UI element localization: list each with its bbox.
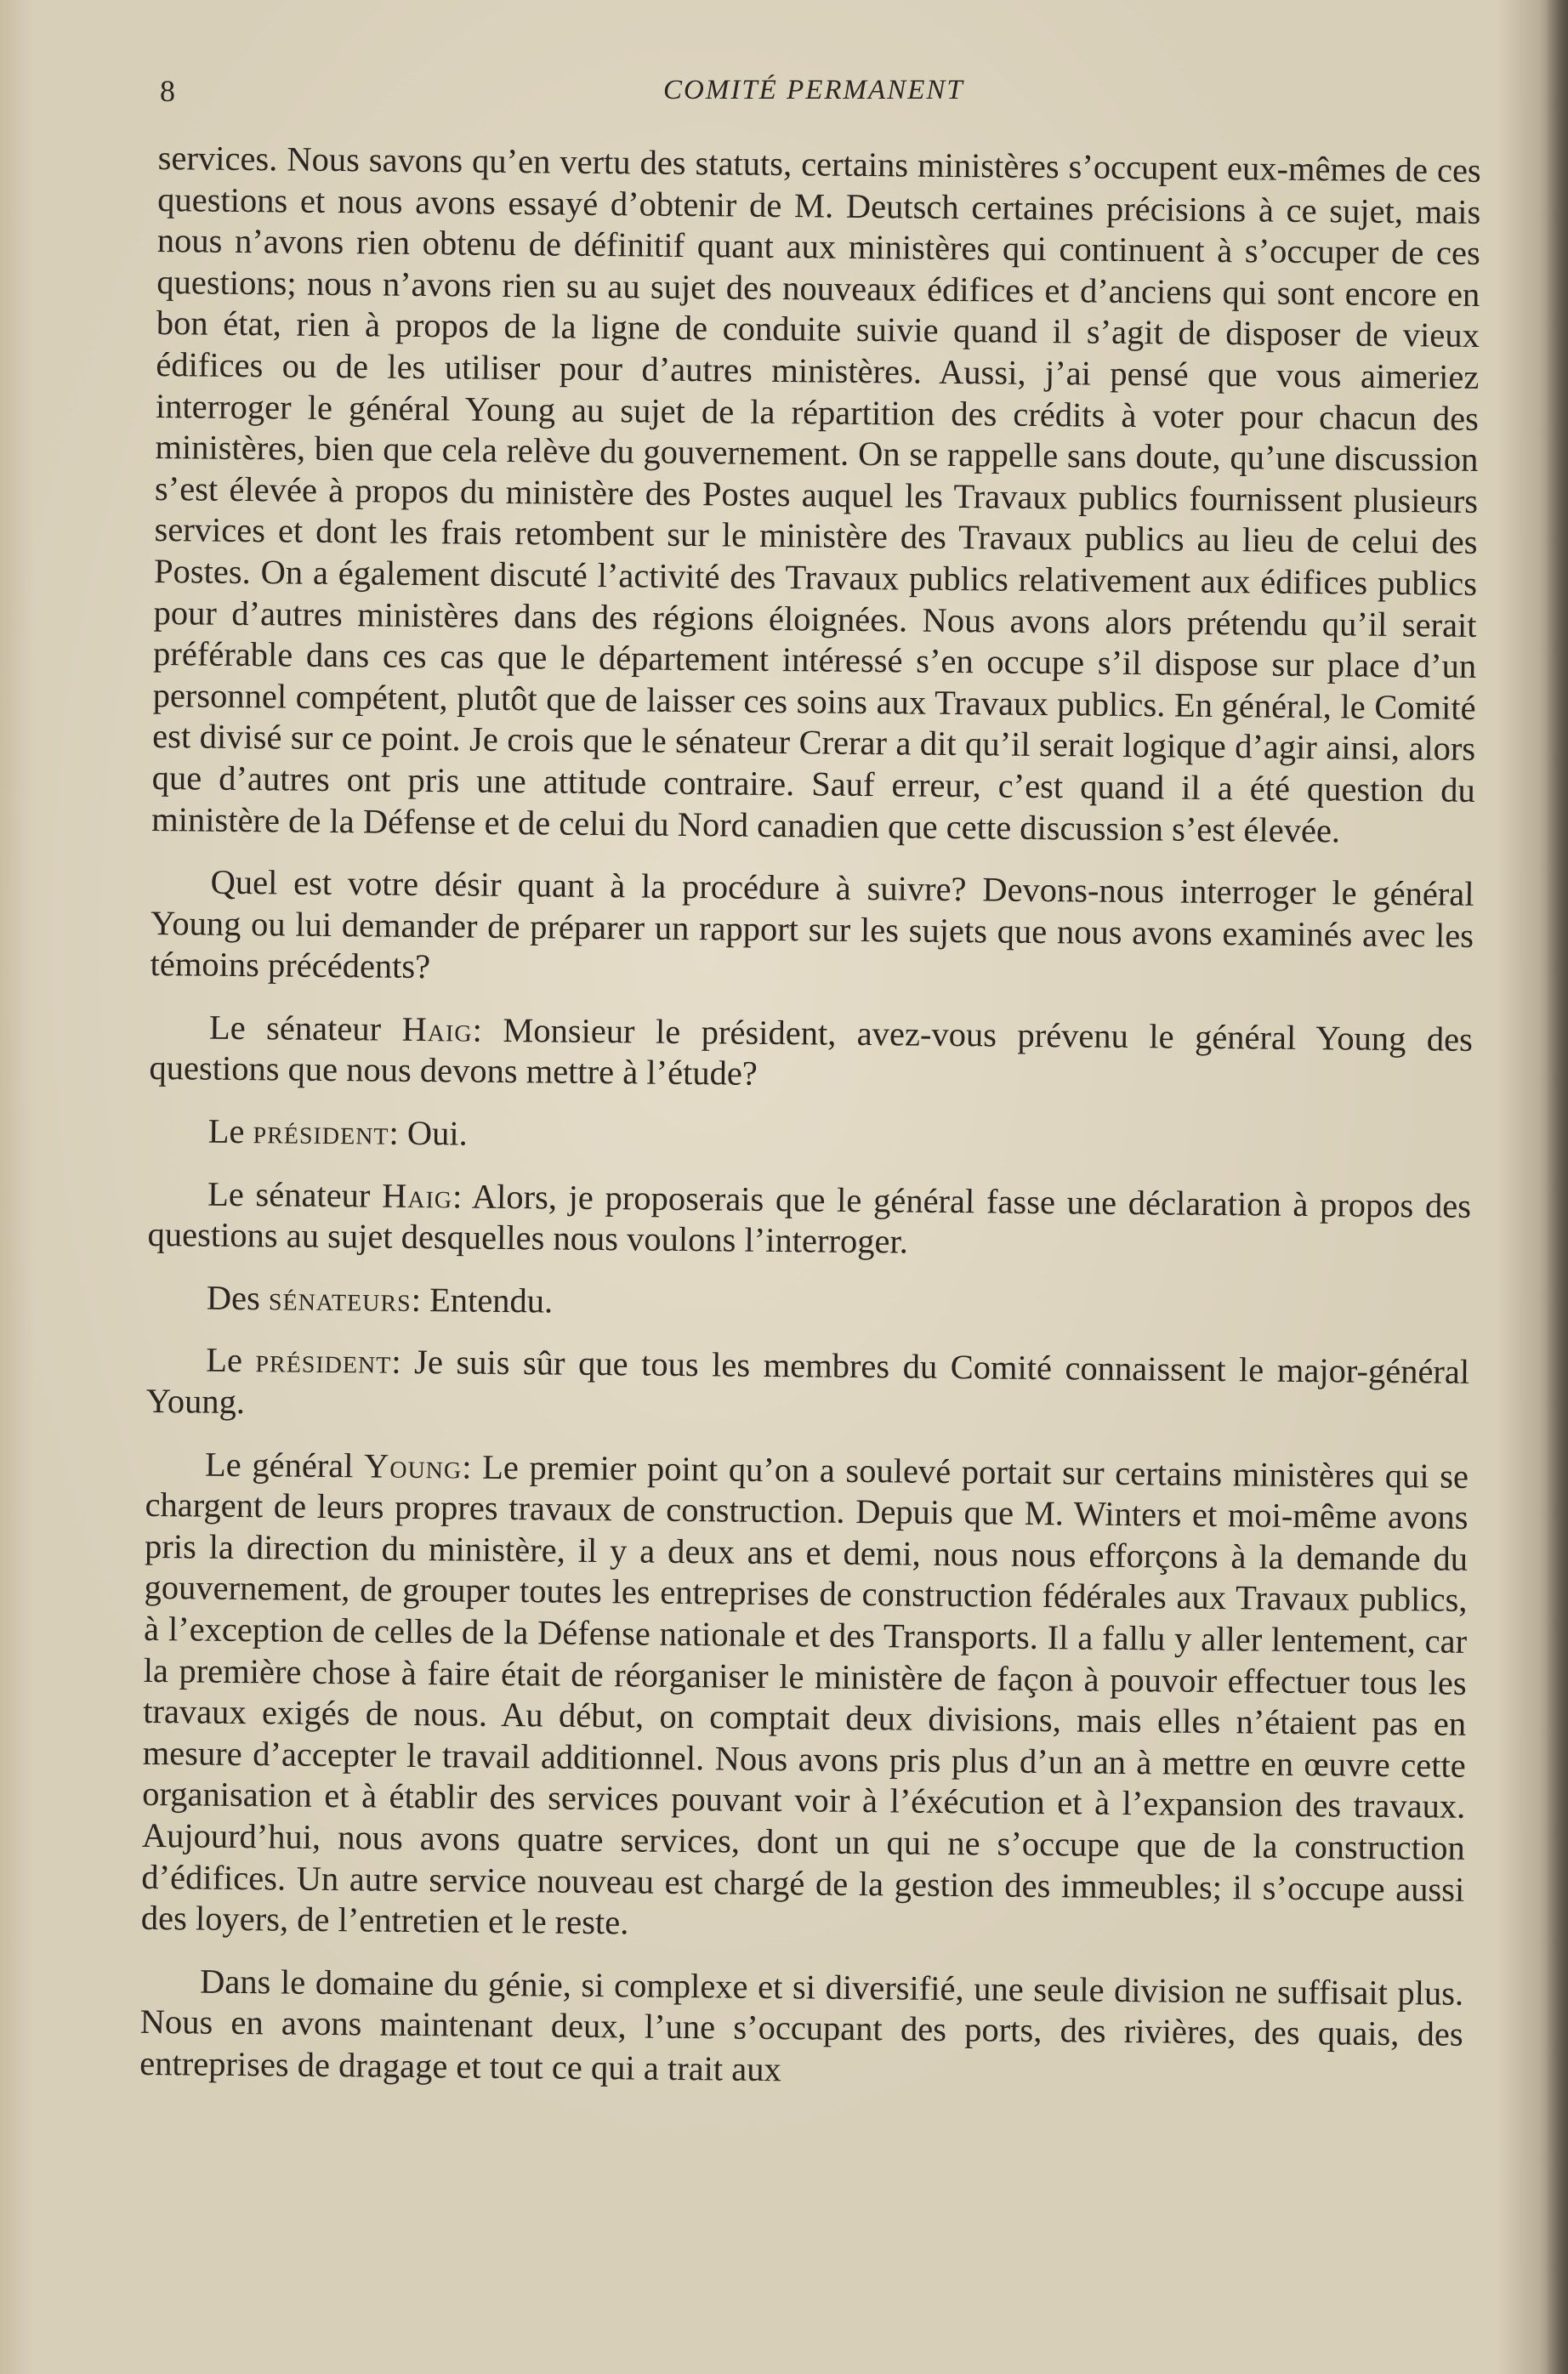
speaker-prefix: Des <box>206 1278 270 1318</box>
speaker-name: président <box>253 1112 389 1152</box>
page-edge-shadow <box>1546 0 1568 2374</box>
speaker-prefix: Le <box>205 1341 256 1380</box>
speech-text: : Monsieur le président, avez-vous prévenu le général Young des questions que nous devons mettre à l’étude? <box>149 1010 1474 1093</box>
speech-text: : Entendu. <box>411 1280 554 1320</box>
paragraph: Quel est votre désir quant à la procédure à suivre? Devons-nous interroger le général Young ou lui demander de préparer un rapport sur les sujets que nous avons examinés avec les témoins précédents? <box>150 862 1474 986</box>
speaker-name: Young <box>363 1446 463 1486</box>
speech-text: : Oui. <box>389 1113 469 1153</box>
speaker-prefix: Le sénateur <box>208 1008 402 1048</box>
speech-text: : Le premier point qu’on a soulevé portait sur certains ministères qui se chargent de leurs propres travaux de construction. Depuis que M. Winters et moi-même avons pris la direction du ministère, il y a deux ans et demi, nous nous efforçons à la demande du gouvernement, de grouper toutes les entreprises de construction fédérales aux Travaux publics, à l’exception de celles de la Défense nationale et des Transports. Il a fallu y aller lentement, car la première chose à faire était de réorganiser le ministère de façon à pouvoir effectuer tous les travaux exigés de nous. Au début, on comptait deux divisions, mais elles n’étaient pas en mesure d’accepter le travail additionnel. Nous avons pris plus d’un an à mettre en œuvre cette organisation et à établir des services pouvant voir à l’éxécution et à l’expansion des travaux. Aujourd’hui, nous avons quatre services, dont un qui ne s’occupe que de la construction d’édifices. Un autre service nouveau est chargé de la gestion des immeubles; il s’occupe aussi des loyers, de l’entretien et le reste. <box>140 1447 1469 1942</box>
speech-text: : Alors, je proposerais que le général fasse une déclaration à propos des questions au sujet desquelles nous voulons l’interroger. <box>147 1177 1472 1261</box>
speech-paragraph <box>147 1173 1471 1269</box>
paragraph: services. Nous savons qu’en vertu des statuts, certains ministères s’occupent eux-mêmes de ces questions et nous avons essayé d’obtenir de M. Deutsch certaines précisions à ce sujet, mais nous n’avons rien obtenu de définitif quant aux ministères qui continuent à s’occuper de ces questions; nous n’avons rien su au sujet des nouveaux édifices et d’anciens qui sont encore en bon état, rien à propos de la ligne de conduite suivie quand il s’agit de disposer de vieux édifices ou de les utiliser pour d’autres ministères. Aussi, j’ai pensé que vous aimeriez interroger le général Young au sujet de la répartition des crédits à voter pour chacun des ministères, bien que cela relève du gouvernement. On se rappelle sans doute, qu’une discussion s’est élevée à propos du ministère des Postes auquel les Travaux publics fournissent plusieurs services et dont les frais retombent sur le ministère des Travaux publics au lieu de celui des Postes. On a également discuté l’activité des Travaux publics relativement aux édifices publics pour d’autres ministères dans des régions éloignées. Nous avons alors prétendu qu’il serait préférable dans ces cas que le département intéressé s’en occupe s’il dispose sur place d’un personnel compétent, plutôt que de laisser ces soins aux Travaux publics. En général, le Comité est divisé sur ce point. Je crois que le sénateur Crerar a dit qu’il serait logique d’agir ainsi, alors que d’autres ont pris une attitude contraire. Sauf erreur, c’est quand il a été question du ministère de la Défense et de celui du Nord canadien que cette discussion s’est élevée. <box>151 138 1481 849</box>
speaker-prefix: Le sénateur <box>207 1174 383 1215</box>
speaker-prefix: Le général <box>204 1445 365 1485</box>
body-text <box>139 138 1481 2118</box>
running-title: COMITÉ PERMANENT <box>663 75 964 105</box>
speech-text: : Je suis sûr que tous les membres du Comité connaissent le major-général Young. <box>145 1343 1470 1422</box>
paragraph: Dans le domaine du génie, si complexe et si diversifié, une seule division ne suffisait plus. Nous en avons maintenant deux, l’une s’occupant des ports, des rivières, des quais, des entreprises de dragage et tout ce qui a trait aux <box>139 1962 1464 2089</box>
page-header <box>0 73 1568 116</box>
speech-paragraph <box>147 1277 1470 1332</box>
speaker-name: Haig <box>381 1176 453 1216</box>
speech-paragraph <box>149 1007 1473 1102</box>
speaker-name: président <box>255 1341 392 1382</box>
speaker-name: Haig <box>401 1009 473 1049</box>
speech-paragraph <box>149 1110 1472 1165</box>
speech-paragraph <box>141 1444 1469 1952</box>
speech-paragraph <box>145 1339 1469 1434</box>
speaker-name: sénateurs <box>268 1279 412 1319</box>
page-number: 8 <box>160 74 175 108</box>
speaker-prefix: Le <box>207 1111 253 1151</box>
